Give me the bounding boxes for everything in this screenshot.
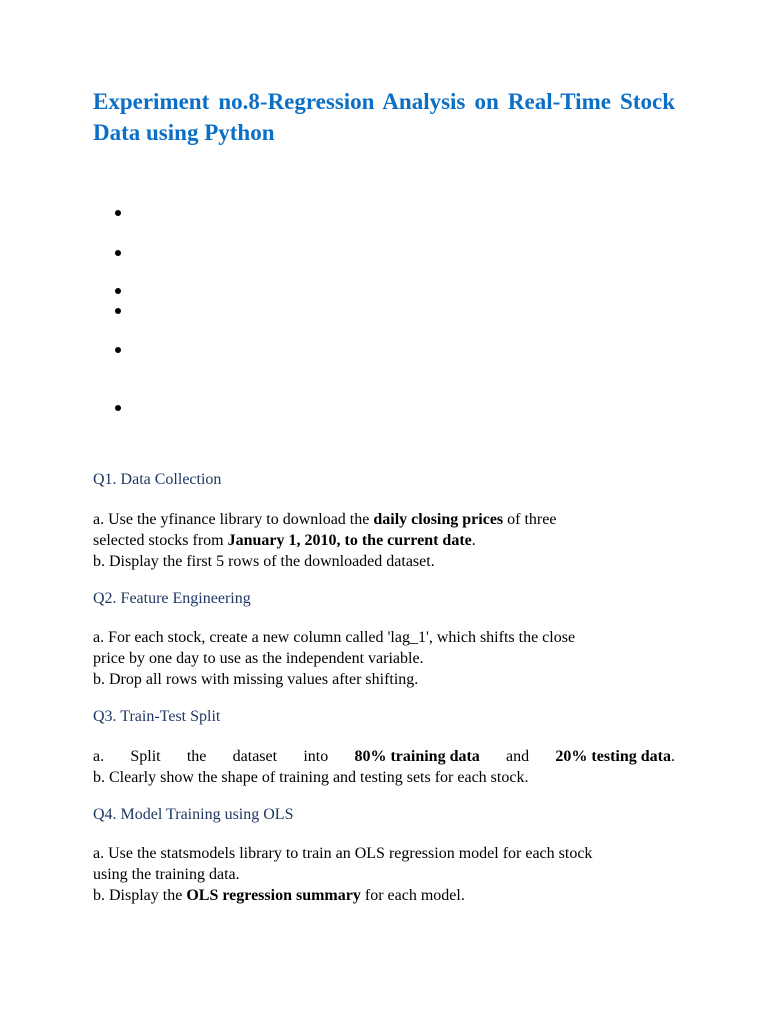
bullet-point xyxy=(115,308,121,314)
q1-heading: Q1. Data Collection xyxy=(93,471,222,488)
q3-heading: Q3. Train-Test Split xyxy=(93,708,221,725)
q1-a-line1: a. Use the yfinance library to download the daily closing prices of three xyxy=(93,511,557,528)
q4-a-line1: a. Use the statsmodels library to train an OLS regression model for each stock xyxy=(93,845,593,862)
bullet-point xyxy=(115,405,121,411)
q1-a-line2: selected stocks from January 1, 2010, to the current date. xyxy=(93,532,476,549)
q4-b-line: b. Display the OLS regression summary for each model. xyxy=(93,887,465,904)
bullet-point xyxy=(115,347,121,353)
bullet-point xyxy=(115,250,121,256)
q4-heading: Q4. Model Training using OLS xyxy=(93,806,294,823)
q1-b-line: b. Display the first 5 rows of the downloaded dataset. xyxy=(93,553,435,570)
q2-heading: Q2. Feature Engineering xyxy=(93,590,251,607)
q4-body xyxy=(93,843,675,906)
q3-a-line: a. Split the dataset into 80% training data and 20% testing data. xyxy=(93,748,675,765)
bullet-point xyxy=(115,210,121,216)
page-title: Experiment no.8-Regression Analysis on Real-Time Stock Data using Python xyxy=(93,89,675,145)
q3-body xyxy=(93,746,675,788)
q2-b-line: b. Drop all rows with missing values after shifting. xyxy=(93,671,419,688)
q3-b-line: b. Clearly show the shape of training and testing sets for each stock. xyxy=(93,769,529,786)
q2-body xyxy=(93,627,675,690)
q4-a-line2: using the training data. xyxy=(93,866,240,883)
q1-body xyxy=(93,509,675,572)
bullet-point xyxy=(115,288,121,294)
q2-a-line1: a. For each stock, create a new column called 'lag_1', which shifts the close xyxy=(93,629,576,646)
q2-a-line2: price by one day to use as the independent variable. xyxy=(93,650,424,667)
